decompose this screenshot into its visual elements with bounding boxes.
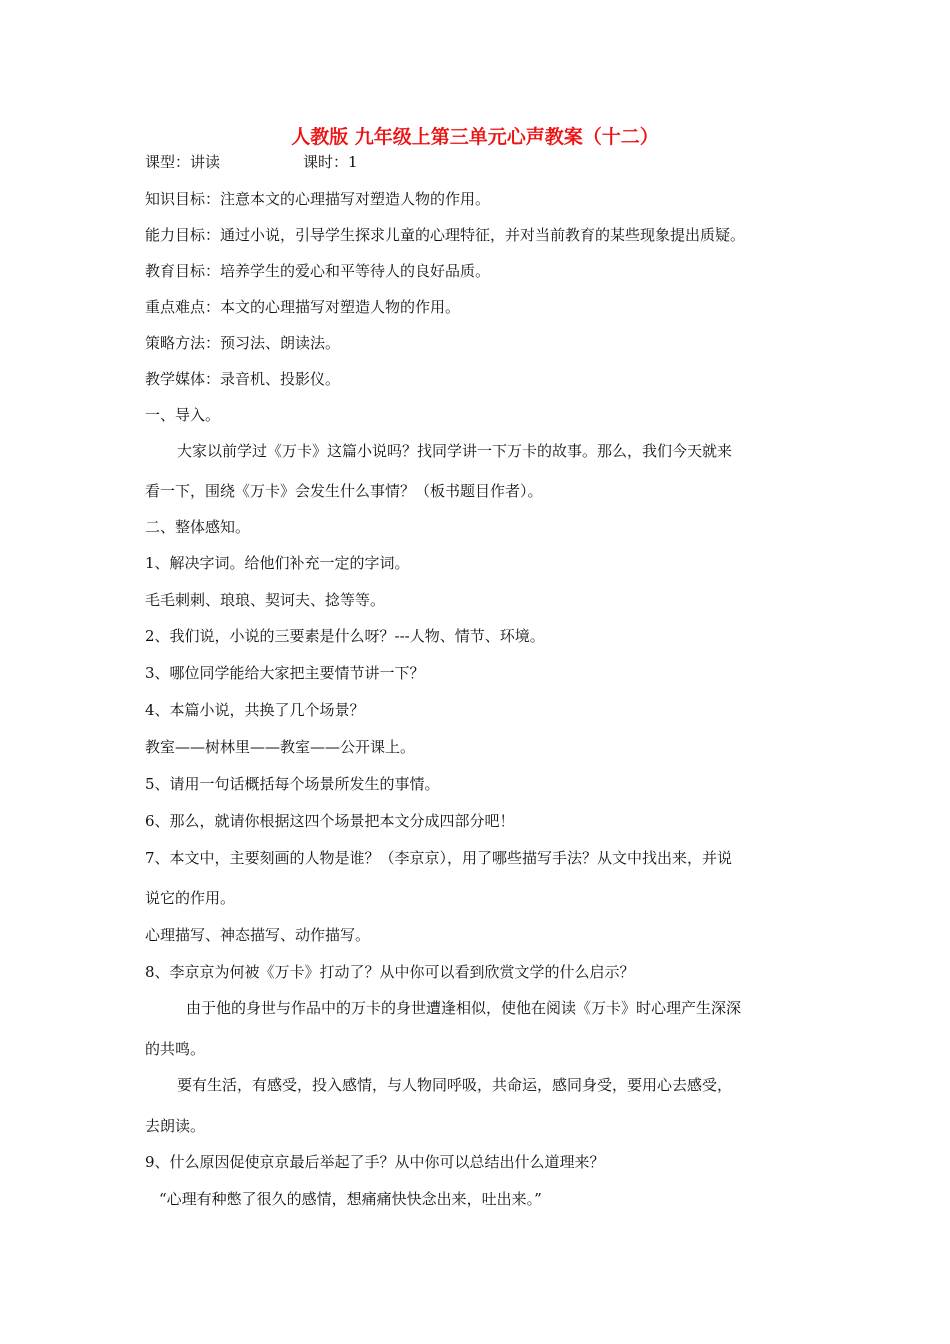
paragraph-line: 毛毛刺刺、琅琅、契诃夫、捻等等。 [145,591,386,609]
key-difficulty: 重点难点：本文的心理描写对塑造人物的作用。 [145,298,461,316]
paragraph-line: 要有生活，有感受，投入感情，与人物同呼吸，共命运，感同身受，要用心去感受， [177,1076,733,1094]
list-item: 6、那么，就请你根据这四个场景把本文分成四部分吧！ [145,812,515,830]
paragraph-line: 教室——树林里——教室——公开课上。 [145,738,416,756]
list-item: 4、本篇小说，共换了几个场景？ [145,701,365,719]
list-item: 9、什么原因促使京京最后举起了手？从中你可以总结出什么道理来？ [145,1153,605,1171]
goal-education: 教育目标：培养学生的爱心和平等待人的良好品质。 [145,262,491,280]
goal-ability: 能力目标：通过小说，引导学生探求儿童的心理特征，并对当前教育的某些现象提出质疑。 [145,226,746,244]
document-title: 人教版 九年级上第三单元心声教案（十二） [291,126,659,148]
paragraph-line: 说它的作用。 [145,889,236,907]
list-item: 2、我们说，小说的三要素是什么呀？---人物、情节、环境。 [145,627,545,645]
list-item: 5、请用一句话概括每个场景所发生的事情。 [145,775,440,793]
lesson-type: 课型：讲读 [145,153,221,171]
list-item: 3、哪位同学能给大家把主要情节讲一下？ [145,664,425,682]
strategy-method: 策略方法：预习法、朗读法。 [145,334,341,352]
list-item: 8、李京京为何被《万卡》打动了？从中你可以看到欣赏文学的什么启示？ [145,963,635,981]
teaching-media: 教学媒体：录音机、投影仪。 [145,370,341,388]
paragraph-line: 由于他的身世与作品中的万卡的身世遭逢相似，使他在阅读《万卡》时心理产生深深 [186,999,742,1017]
lesson-meta [145,152,825,172]
list-item: 1、解决字词。给他们补充一定的字词。 [145,554,410,572]
quote-line: “心理有种憋了很久的感情，想痛痛快快念出来，吐出来。” [159,1190,542,1208]
paragraph-line: 心理描写、神态描写、动作描写。 [145,926,371,944]
section-heading-overview: 二、整体感知。 [145,518,251,536]
section-heading-intro: 一、导入。 [145,406,221,424]
list-item: 7、本文中，主要刻画的人物是谁？（李京京），用了哪些描写手法？从文中找出来，并说 [145,849,733,867]
paragraph-line: 看一下，围绕《万卡》会发生什么事情？（板书题目作者）。 [145,482,543,500]
paragraph-line: 的共鸣。 [145,1040,206,1058]
paragraph-line: 大家以前学过《万卡》这篇小说吗？找同学讲一下万卡的故事。那么，我们今天就来 [177,442,733,460]
lesson-hours: 课时：1 [303,153,358,171]
goal-knowledge: 知识目标：注意本文的心理描写对塑造人物的作用。 [145,190,491,208]
paragraph-line: 去朗读。 [145,1117,206,1135]
